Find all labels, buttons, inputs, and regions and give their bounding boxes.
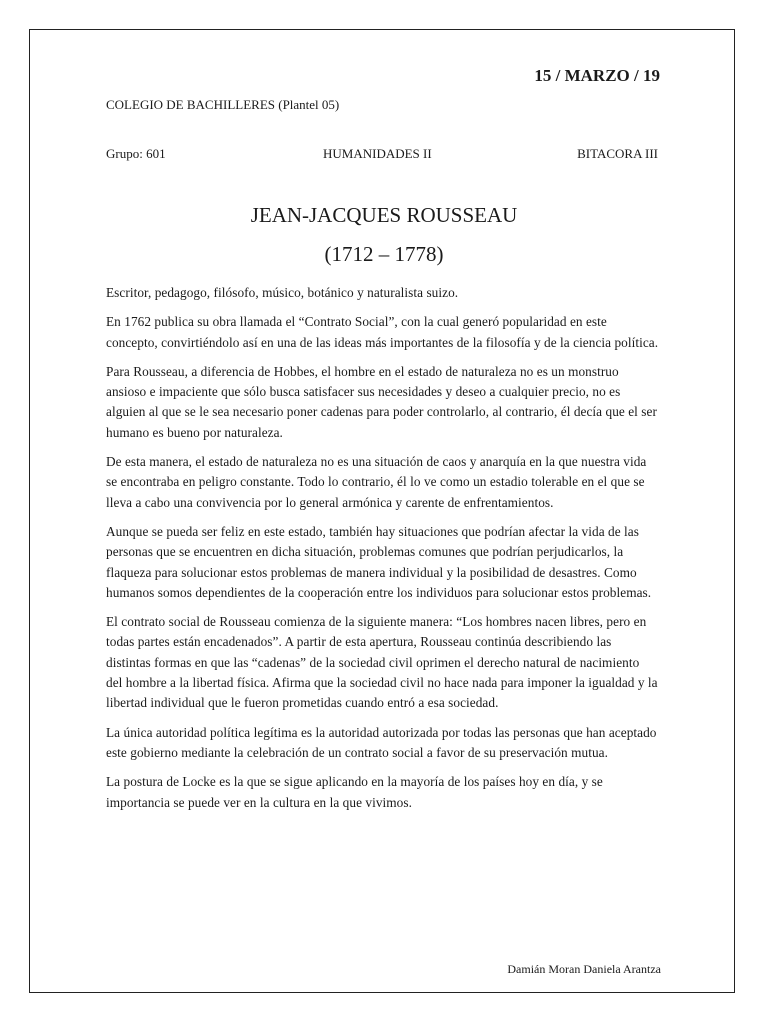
school-name: COLEGIO DE BACHILLERES (Plantel 05) [106, 97, 340, 112]
paragraph: La postura de Locke es la que se sigue aplicando en la mayoría de los países hoy en día, y se importancia se puede ver en la cultura en la que vivimos. [106, 774, 603, 810]
subject-label: HUMANIDADES II [323, 146, 432, 161]
paragraph: De esta manera, el estado de naturaleza no es una situación de caos y anarquía en la que nuestra vida se encontraba en peligro constante. Todo lo contrario, él lo ve como un estadio tolerable en el que se lleva a cabo una convivencia por lo general armónica y carente de enfrentamientos. [106, 454, 647, 510]
log-label: BITACORA III [577, 146, 658, 161]
document-title: JEAN-JACQUES ROUSSEAU [250, 203, 518, 227]
author-signature: Damián Moran Daniela Arantza [507, 962, 661, 976]
paragraph: Para Rousseau, a diferencia de Hobbes, el hombre en el estado de naturaleza no es un monstruo ansioso e impaciente que sólo busca satisfacer sus necesidades y deseo a cualquier precio, no es alguien al que se le sea necesario poner cadenas para poder controlarlo, al contrario, él decía que el ser humano es bueno por naturaleza. [106, 363, 657, 440]
document-body [106, 283, 659, 822]
paragraph: Aunque se pueda ser feliz en este estado, también hay situaciones que podrían afectar la vida de las personas que se encuentren en dicha situación, problemas comunes que podrían perjudicarlos, la flaqueza para solucionar estos problemas de manera individual y la posibilidad de desastres. Como humanos somos dependientes de la cooperación entre los individuos para solucionar estos problemas. [106, 523, 652, 600]
group-label: Grupo: 601 [106, 146, 166, 161]
paragraph: El contrato social de Rousseau comienza de la siguiente manera: “Los hombres nacen libres, pero en todas partes están encadenados”. A partir de esta apertura, Rousseau continúa describiendo las distintas formas en que las “cadenas” de la sociedad civil oprimen el derecho natural de nacimiento del hombre a la libertad física. Afirma que la sociedad civil no hace nada para imponer la igualdad y la libertad individual que le fueron prometidas cuando entró a esa sociedad. [106, 614, 658, 711]
document-date: 15 / MARZO / 19 [534, 66, 660, 85]
paragraph: Escritor, pedagogo, filósofo, músico, botánico y naturalista suizo. [106, 285, 459, 300]
paragraph: En 1762 publica su obra llamada el “Contrato Social”, con la cual generó popularidad en este concepto, convirtiéndolo así en una de las ideas más importantes de la filosofía y de la ciencia política. [106, 314, 659, 350]
document-years: (1712 – 1778) [324, 242, 444, 266]
paragraph: La única autoridad política legítima es la autoridad autorizada por todas las personas que han aceptado este gobierno mediante la celebración de un contrato social a favor de su preservación mutua. [106, 724, 657, 760]
